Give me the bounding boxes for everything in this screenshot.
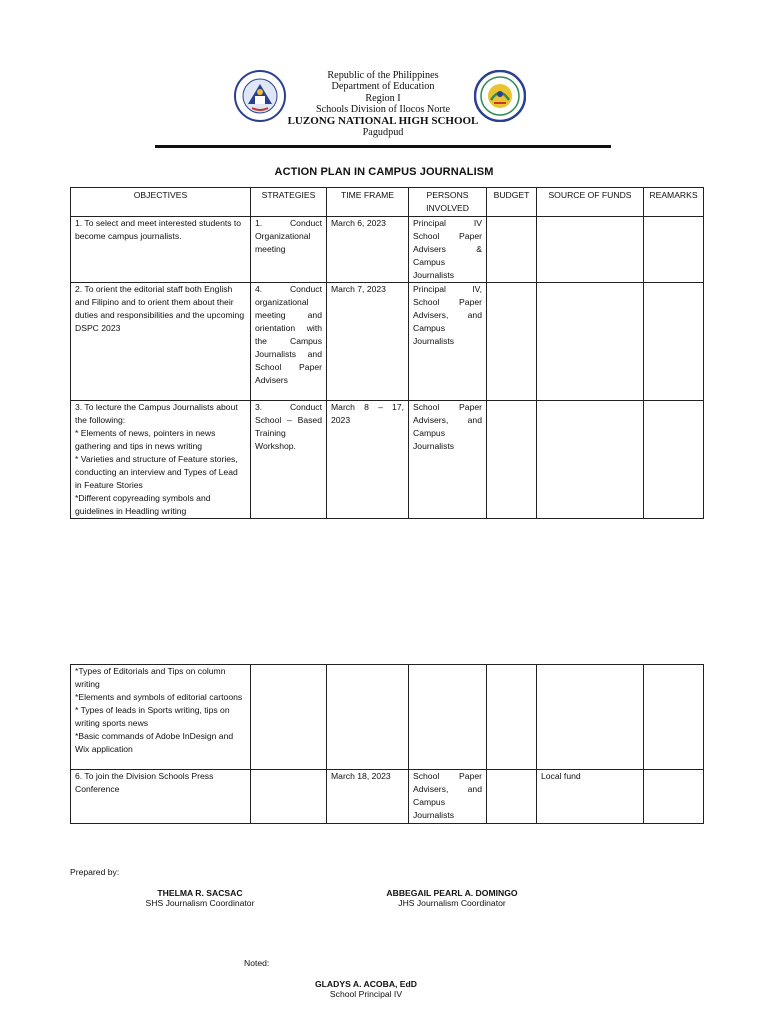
persons-cell: School Paper Advisers, and Campus Journalists xyxy=(409,770,487,824)
column-header-persons-involved: PERSONS INVOLVED xyxy=(409,188,487,217)
signatory-principal xyxy=(286,979,446,999)
table-header-row xyxy=(71,188,704,217)
letterhead-line-department: Department of Education xyxy=(331,81,435,93)
document-title: ACTION PLAN IN CAMPUS JOURNALISM xyxy=(274,166,494,178)
source-of-funds-cell xyxy=(537,665,644,770)
strategy-cell xyxy=(251,665,327,770)
signatory-title: SHS Journalism Coordinator xyxy=(145,898,255,908)
header-divider xyxy=(155,145,611,148)
remarks-cell xyxy=(644,770,704,824)
objective-cell xyxy=(71,217,251,283)
time-frame-cell: March 7, 2023 xyxy=(327,283,409,401)
objective-bullet: * Types of leads in Sports writing, tips on writing sports news xyxy=(75,705,230,728)
prepared-by-label: Prepared by: xyxy=(70,867,120,877)
time-frame-cell: March 8 – 17, 2023 xyxy=(327,401,409,519)
time-frame-cell xyxy=(327,665,409,770)
table-row xyxy=(71,283,704,401)
time-frame-cell: March 6, 2023 xyxy=(327,217,409,283)
budget-cell xyxy=(487,665,537,770)
action-plan-table xyxy=(70,187,704,519)
strategy-cell: 1. Conduct Organizational meeting xyxy=(251,217,327,283)
objective-text: 2. To orient the editorial staff both English and Filipino and to orient them about their duties and responsibilities and the upcoming DSPC 2023 xyxy=(75,284,245,333)
letterhead-school-name: LUZONG NATIONAL HIGH SCHOOL xyxy=(287,114,479,127)
strategy-cell xyxy=(251,770,327,824)
letterhead-line-region: Region I xyxy=(365,92,401,104)
objective-bullet: * Elements of news, pointers in news gathering and tips in news writing xyxy=(75,428,216,451)
persons-cell xyxy=(409,665,487,770)
table-row xyxy=(71,665,704,770)
signatory-name: THELMA R. SACSAC xyxy=(157,888,243,898)
objective-cell xyxy=(71,770,251,824)
time-frame-cell: March 18, 2023 xyxy=(327,770,409,824)
column-header-time-frame: TIME FRAME xyxy=(327,188,409,217)
objective-text: 3. To lecture the Campus Journalists about the following: xyxy=(75,402,238,425)
objective-bullet: *Basic commands of Adobe InDesign and Wix application xyxy=(75,731,234,754)
letterhead-town: Pagudpud xyxy=(362,127,404,139)
budget-cell xyxy=(487,770,537,824)
signatory-title: School Principal IV xyxy=(329,989,403,999)
letterhead xyxy=(270,70,496,138)
column-header-budget: BUDGET xyxy=(487,188,537,217)
source-of-funds-cell: Local fund xyxy=(537,770,644,824)
noted-label: Noted: xyxy=(244,958,270,968)
table-row xyxy=(71,401,704,519)
column-header-objectives: OBJECTIVES xyxy=(71,188,251,217)
signatory-shs-coordinator xyxy=(120,888,280,908)
table-row xyxy=(71,217,704,283)
remarks-cell xyxy=(644,217,704,283)
source-of-funds-cell xyxy=(537,283,644,401)
objective-text: 6. To join the Division Schools Press Conference xyxy=(75,771,214,794)
letterhead-line-division: Schools Division of Ilocos Norte xyxy=(315,104,451,116)
column-header-strategies: STRATEGIES xyxy=(251,188,327,217)
persons-cell: School Paper Advisers, and Campus Journalists xyxy=(409,401,487,519)
objective-cell xyxy=(71,401,251,519)
signatory-name: ABBEGAIL PEARL A. DOMINGO xyxy=(386,888,518,898)
remarks-cell xyxy=(644,401,704,519)
objective-bullet: *Different copyreading symbols and guidelines in Headling writing xyxy=(75,493,211,516)
persons-cell: Principal IV School Paper Advisers & Campus Journalists xyxy=(409,217,487,283)
budget-cell xyxy=(487,401,537,519)
remarks-cell xyxy=(644,283,704,401)
persons-cell: Principal IV, School Paper Advisers, and Campus Journalists xyxy=(409,283,487,401)
strategy-cell: 3. Conduct School – Based Training Workshop. xyxy=(251,401,327,519)
table-row xyxy=(71,770,704,824)
objective-bullet: *Elements and symbols of editorial cartoons xyxy=(75,692,243,702)
column-header-remarks: REAMARKS xyxy=(644,188,704,217)
objective-bullet: * Varieties and structure of Feature stories, conducting an interview and Types of Lead in Feature Stories xyxy=(75,454,238,490)
budget-cell xyxy=(487,217,537,283)
source-of-funds-cell xyxy=(537,401,644,519)
signatory-jhs-coordinator xyxy=(362,888,542,908)
source-of-funds-cell xyxy=(537,217,644,283)
letterhead-line-republic: Republic of the Philippines xyxy=(327,70,439,81)
signatory-name: GLADYS A. ACOBA, EdD xyxy=(314,979,417,989)
budget-cell xyxy=(487,283,537,401)
strategy-cell: 4. Conduct organizational meeting and orientation with the Campus Journalists and School Paper Advisers xyxy=(251,283,327,401)
objective-bullet: *Types of Editorials and Tips on column writing xyxy=(75,666,226,689)
objective-text: 1. To select and meet interested students to become campus journalists. xyxy=(75,218,242,241)
action-plan-table-continued xyxy=(70,664,704,824)
objective-cell xyxy=(71,283,251,401)
remarks-cell xyxy=(644,665,704,770)
column-header-source-of-funds: SOURCE OF FUNDS xyxy=(537,188,644,217)
objective-cell xyxy=(71,665,251,770)
signatory-title: JHS Journalism Coordinator xyxy=(398,898,506,908)
